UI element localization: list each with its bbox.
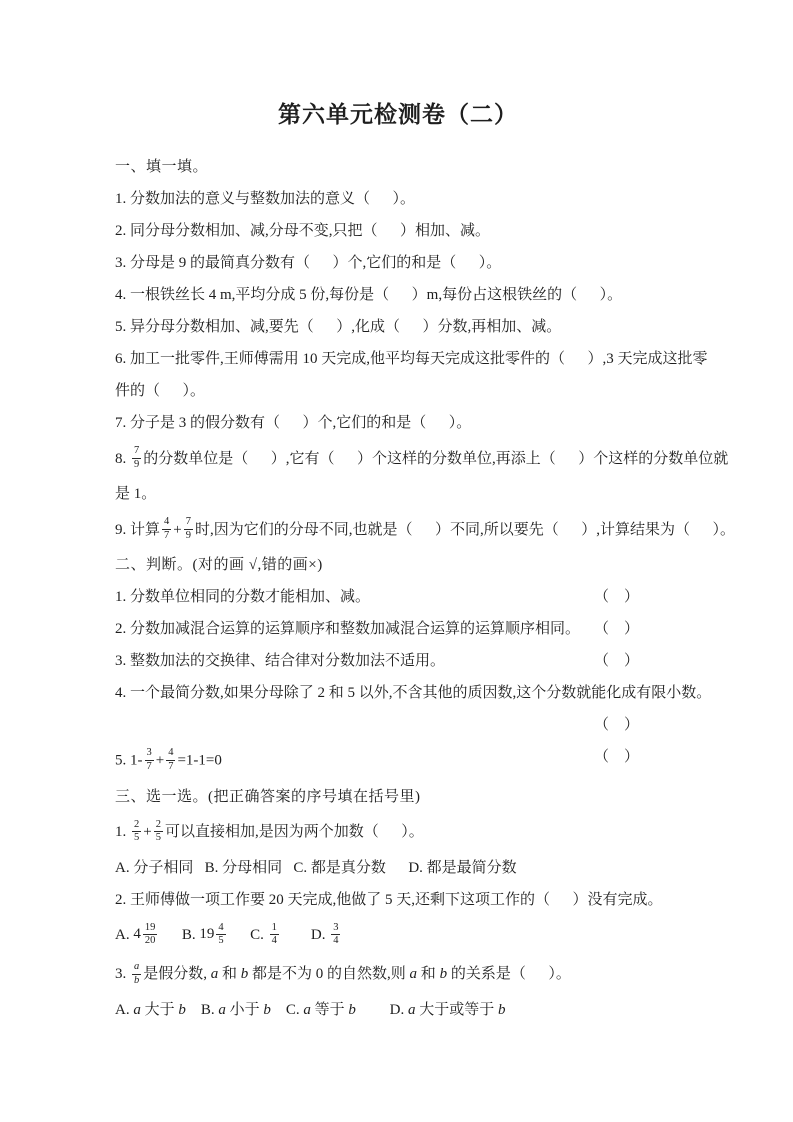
fraction: $\frac{7}{9}$ [185, 516, 191, 541]
section-heading: 一、填一填。 [115, 159, 209, 175]
question-text: 4. 一个最简分数,如果分母除了 2 和 5 以外,不含其他的质因数,这个分数就能化成有限小数。 [115, 685, 712, 702]
question-text: 7. 分子是 3 的假分数有（ ）个,它们的和是（ ）。 [115, 415, 472, 431]
answer-bracket: （ ） [593, 749, 639, 766]
question-line [115, 349, 708, 370]
options-line [115, 1000, 681, 1021]
question-text: A. a 大于 b B. a 小于 b C. a 等于 b D. a 大于或等于 b [115, 1002, 506, 1019]
fraction: $\frac{4}{7}$ [168, 747, 174, 772]
question-text: 2. 同分母分数相加、减,分母不变,只把（ ）相加、减。 [115, 223, 491, 239]
section-heading: 二、判断。(对的画 √,错的画×) [115, 557, 323, 574]
question-line [115, 189, 681, 210]
question-text: 2. 分数加减混合运算的运算顺序和整数加减混合运算的运算顺序相同。 [115, 621, 581, 638]
fraction: $\frac{2}{5}$ [155, 818, 161, 844]
answer-bracket: （ ） [593, 589, 639, 606]
fraction: $\frac{3}{4}$ [333, 921, 339, 947]
question-line [115, 317, 681, 338]
question-text: 件的（ ）。 [115, 383, 206, 399]
fraction: $\frac{1}{4}$ [271, 921, 277, 947]
question-line [115, 715, 639, 736]
question-text: 1. $\frac{2}{5}$ + $\frac{2}{5}$ 可以直接相加,是因为两个加数（ ）。 [115, 818, 424, 844]
question-text: 1. 分数加法的意义与整数加法的意义（ ）。 [115, 191, 416, 207]
question-line [115, 516, 735, 544]
question-line [115, 747, 639, 775]
question-text: 5. 异分母分数相加、减,要先（ ）,化成（ ）分数,再相加、减。 [115, 319, 562, 335]
fraction: $\frac{4}{7}$ [164, 516, 170, 541]
options-line [115, 858, 681, 879]
fraction: $\frac{a}{b}$ [134, 960, 140, 986]
question-section [115, 555, 712, 775]
question-line [115, 285, 681, 306]
question-line [115, 587, 639, 608]
fraction: $\frac{7}{9}$ [134, 445, 140, 470]
sections [115, 157, 735, 1021]
question-line [115, 819, 681, 847]
page-title: 第六单元检测卷（二） [278, 102, 518, 127]
question-line [115, 381, 681, 402]
fraction: $\frac{4}{5}$ [218, 921, 224, 947]
question-line [115, 961, 681, 989]
question-text: 9. 计算 $\frac{4}{7}$ + $\frac{7}{9}$ 时,因为它们的分母不同,也就是（ ）不同,所以要先（ ）,计算结果为（ ）。 [115, 516, 735, 541]
question-line [115, 221, 681, 242]
question-text: 8. $\frac{7}{9}$ 的分数单位是（ ）,它有（ ）个这样的分数单位,再添上（ ）个这样的分数单位就 [115, 445, 729, 470]
answer-bracket: （ ） [593, 717, 639, 734]
answer-bracket: （ ） [593, 653, 639, 670]
question-text: 2. 王师傅做一项工作要 20 天完成,他做了 5 天,还剩下这项工作的（ ）没有完成。 [115, 891, 663, 908]
question-line [115, 253, 681, 274]
question-line [115, 683, 712, 704]
question-text: 5. 1- $\frac{3}{7}$ + $\frac{4}{7}$ =1-1=0 [115, 747, 222, 772]
section-lines [115, 587, 712, 775]
question-line [115, 619, 639, 640]
question-line [115, 651, 639, 672]
fraction: $\frac{2}{5}$ [134, 818, 140, 844]
question-text: A. 分子相同 B. 分母相同 C. 都是真分数 D. 都是最简分数 [115, 859, 517, 876]
section-lines [115, 189, 735, 544]
question-text: 3. 整数加法的交换律、结合律对分数加法不适用。 [115, 653, 446, 670]
section-lines [115, 819, 681, 1022]
question-line [115, 413, 681, 434]
question-line [115, 445, 729, 473]
fraction: $\frac{19}{20}$ [144, 921, 156, 947]
question-text: 4. 一根铁丝长 4 m,平均分成 5 份,每份是（ ）m,每份占这根铁丝的（ ）。 [115, 287, 623, 303]
question-text [115, 715, 594, 736]
section-heading: 三、选一选。(把正确答案的序号填在括号里) [115, 788, 421, 805]
question-section [115, 787, 681, 1022]
question-text: 6. 加工一批零件,王师傅需用 10 天完成,他平均每天完成这批零件的（ ）,3 天完成这批零 [115, 351, 708, 367]
question-text: A. 4 $\frac{19}{20}$ B. 19 $\frac{4}{5}$ C. $\frac{1}{4}$ D. $\frac{3}{4}$ [115, 921, 339, 947]
fraction: $\frac{3}{7}$ [146, 747, 152, 772]
answer-bracket: （ ） [593, 621, 639, 638]
question-line [115, 890, 681, 911]
question-text: 3. 分母是 9 的最简真分数有（ ）个,它们的和是（ ）。 [115, 255, 502, 271]
question-text: 1. 分数单位相同的分数才能相加、减。 [115, 589, 371, 606]
options-line [115, 922, 681, 950]
question-line [115, 484, 681, 505]
question-section [115, 157, 735, 544]
question-text: 是 1。 [115, 486, 157, 503]
question-text: 3. $\frac{a}{b}$ 是假分数, a 和 b 都是不为 0 的自然数,则 a 和 b 的关系是（ ）。 [115, 960, 571, 986]
